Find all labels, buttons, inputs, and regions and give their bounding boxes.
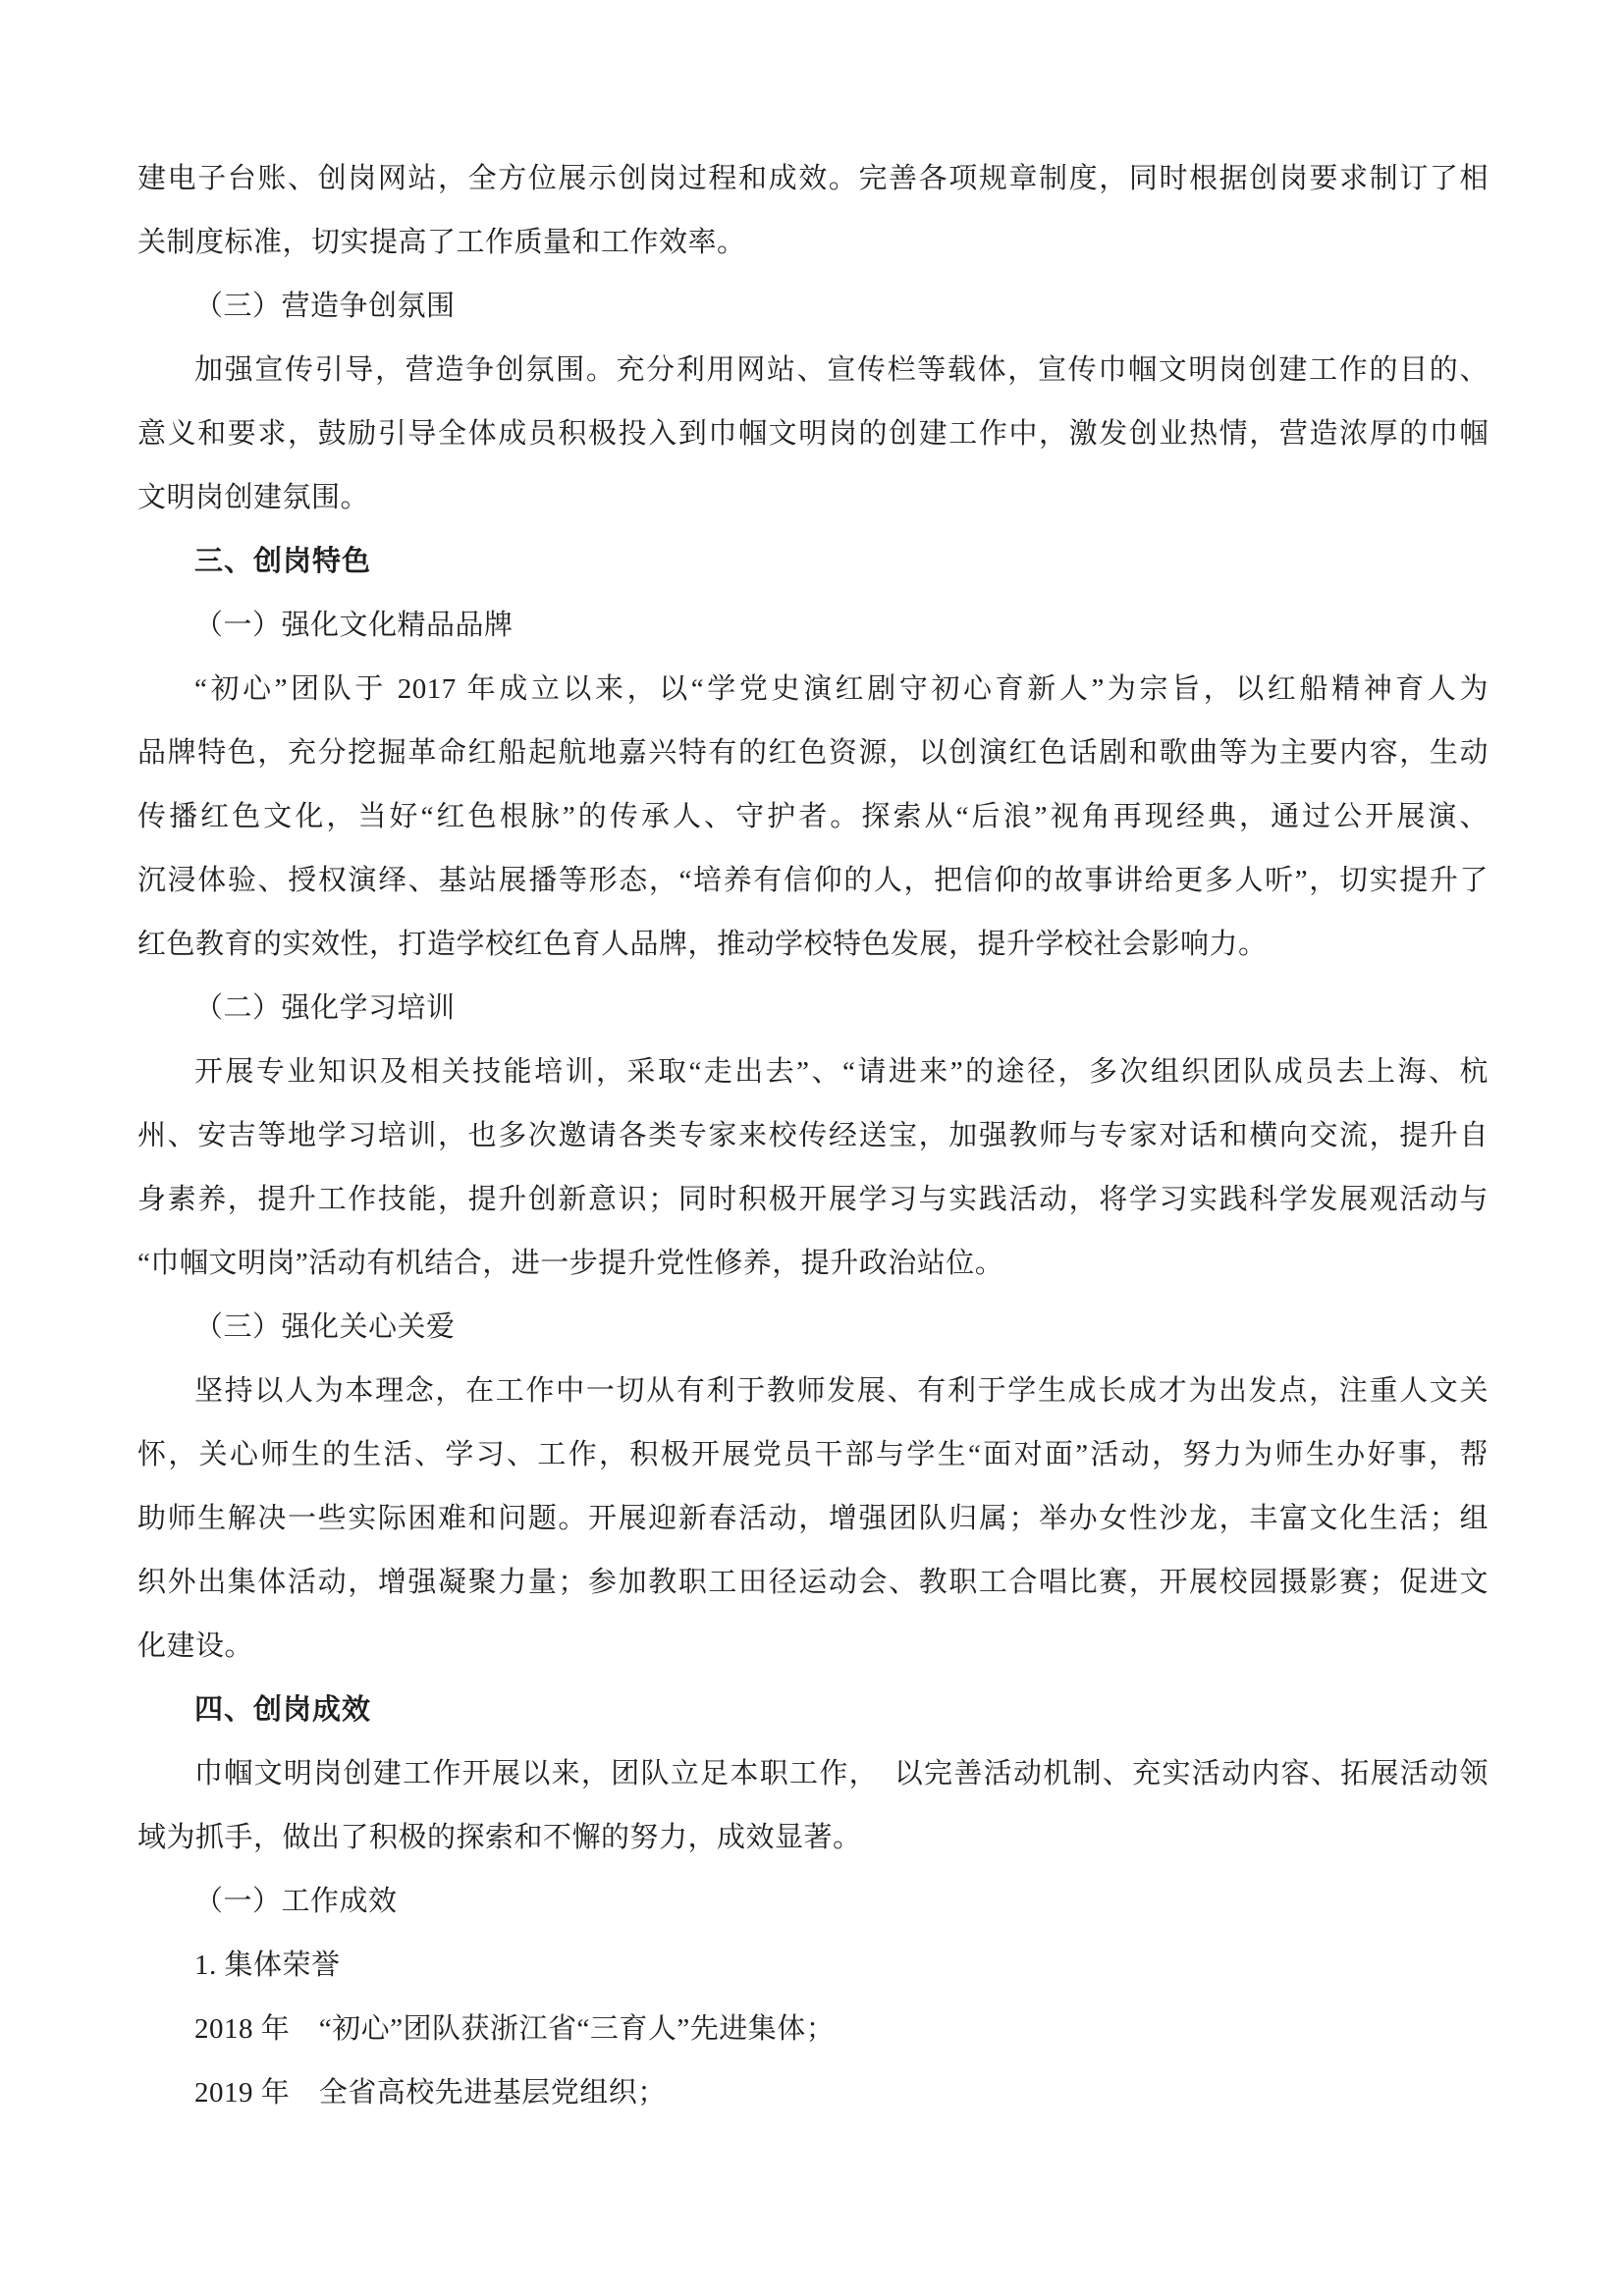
text-line: （一）工作成效 [194, 1886, 398, 1917]
text-line: 建电子台账、创岗网站，全方位展示创岗过程和成效。完善各项规章制度，同时根据创岗要求制订了相 [137, 163, 1489, 194]
text-line: 化建设。 [137, 1630, 254, 1662]
text-line: 州、安吉等地学习培训，也多次邀请各类专家来校传经送宝，加强教师与专家对话和横向交流，提升自 [137, 1120, 1489, 1151]
text-line: 2019 年 全省高校先进基层党组织； [194, 2077, 667, 2109]
text-line: 品牌特色，充分挖掘革命红船起航地嘉兴特有的红色资源，以创演红色话剧和歌曲等为主要内容，生动 [137, 737, 1489, 769]
text-line: 怀，关心师生的生活、学习、工作，积极开展党员干部与学生“面对面”活动，努力为师生办好事，帮 [137, 1439, 1489, 1470]
text-line: 巾帼文明岗创建工作开展以来，团队立足本职工作， 以完善活动机制、充实活动内容、拓展活动领 [194, 1758, 1489, 1789]
text-line: 身素养，提升工作技能，提升创新意识；同时积极开展学习与实践活动，将学习实践科学发展观活动与 [137, 1184, 1489, 1215]
text-line: 文明岗创建氛围。 [137, 482, 370, 513]
text-line: 意义和要求，鼓励引导全体成员积极投入到巾帼文明岗的创建工作中，激发创业热情，营造浓厚的巾帼 [137, 418, 1489, 450]
text-line: 传播红色文化，当好“红色根脉”的传承人、守护者。探索从“后浪”视角再现经典，通过公开展演、 [137, 801, 1489, 832]
text-line: （三）营造争创氛围 [194, 291, 456, 322]
text-line: 红色教育的实效性，打造学校红色育人品牌，推动学校特色发展，提升学校社会影响力。 [137, 929, 1268, 960]
text-line: 助师生解决一些实际困难和问题。开展迎新春活动，增强团队归属；举办女性沙龙，丰富文化生活；组 [137, 1503, 1489, 1534]
text-line: 四、创岗成效 [194, 1694, 372, 1726]
text-line: 沉浸体验、授权演绎、基站展播等形态，“培养有信仰的人，把信仰的故事讲给更多人听”，切实提升了 [137, 865, 1489, 896]
text-line: 坚持以人为本理念，在工作中一切从有利于教师发展、有利于学生成长成才为出发点，注重人文关 [194, 1375, 1489, 1407]
text-line: 织外出集体活动，增强凝聚力量；参加教职工田径运动会、教职工合唱比赛，开展校园摄影赛；促进文 [137, 1567, 1489, 1598]
text-line: 关制度标准，切实提高了工作质量和工作效率。 [137, 227, 746, 258]
text-line: 2018 年 “初心”团队获浙江省“三育人”先进集体； [194, 2013, 836, 2045]
text-line: 加强宣传引导，营造争创氛围。充分利用网站、宣传栏等载体，宣传巾帼文明岗创建工作的目的、 [194, 354, 1489, 386]
text-line: “巾帼文明岗”活动有机结合，进一步提升党性修养，提升政治站位。 [137, 1248, 1004, 1279]
text-line: （二）强化学习培训 [194, 992, 456, 1024]
document-body [137, 147, 1489, 2125]
text-line: 三、创岗特色 [194, 546, 372, 577]
text-line: 开展专业知识及相关技能培训，采取“走出去”、“请进来”的途径，多次组织团队成员去上海、杭 [194, 1056, 1489, 1088]
text-line: “初心”团队于 2017 年成立以来，以“学党史演红剧守初心育新人”为宗旨，以红船精神育人为 [194, 673, 1489, 705]
text-line: （一）强化文化精品品牌 [194, 610, 514, 641]
text-line: 1. 集体荣誉 [194, 1949, 341, 1981]
text-line: 域为抓手，做出了积极的探索和不懈的努力，成效显著。 [137, 1822, 862, 1853]
text-line: （三）强化关心关爱 [194, 1311, 456, 1343]
